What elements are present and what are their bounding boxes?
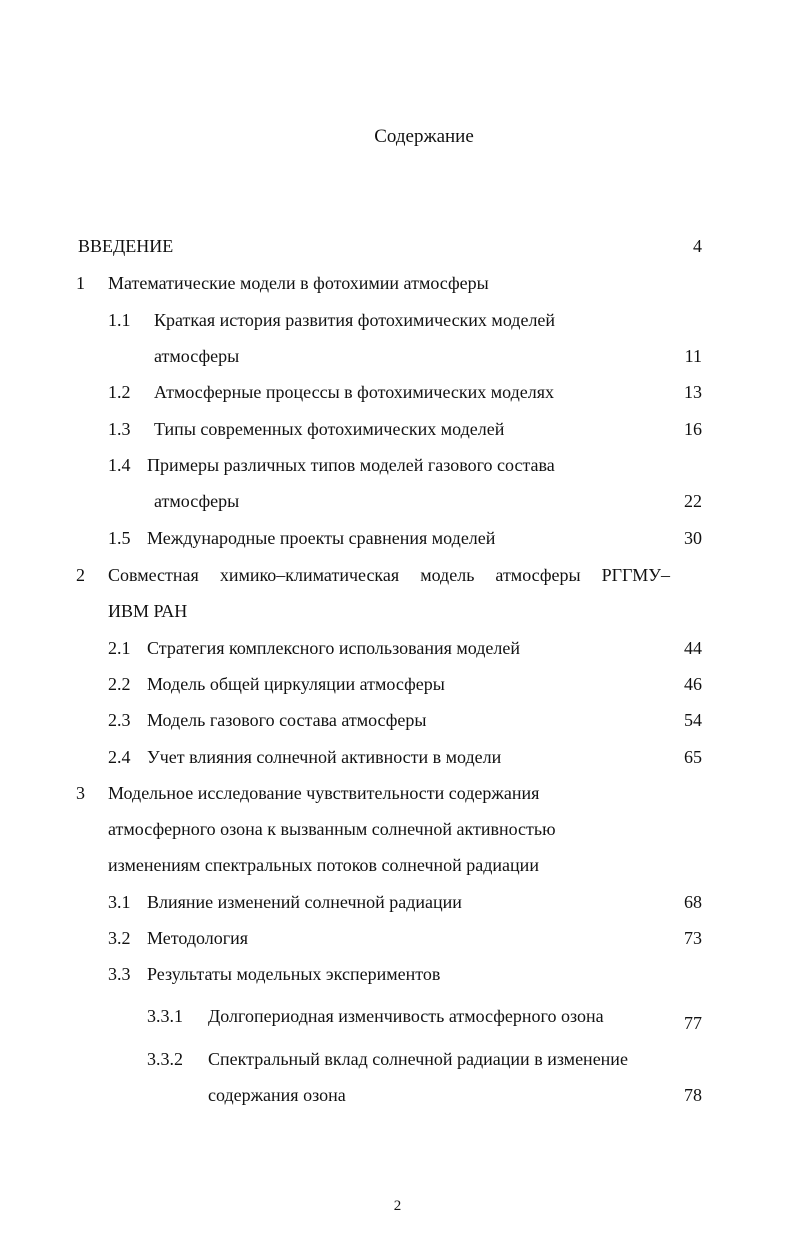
toc-title-continuation: атмосферы xyxy=(154,491,240,511)
toc-number: 2.1 xyxy=(108,638,131,658)
toc-page: 16 xyxy=(684,419,702,439)
toc-page: 77 xyxy=(684,1013,702,1033)
toc-title: Примеры различных типов моделей газового состава xyxy=(147,455,555,475)
toc-number: 1.1 xyxy=(108,310,131,330)
toc-title-continuation: содержания озона xyxy=(208,1085,346,1105)
page-title: Содержание xyxy=(374,126,474,147)
toc-title-word: химико–климатическая xyxy=(219,565,400,585)
toc-number: 2.2 xyxy=(108,674,131,694)
toc-title-word: Совместная xyxy=(108,565,199,585)
toc-number: 3.3.2 xyxy=(147,1049,183,1069)
toc-number: 1.5 xyxy=(108,528,131,548)
toc-title: Атмосферные процессы в фотохимических моделях xyxy=(154,382,555,402)
toc-title: Стратегия комплексного использования моделей xyxy=(147,638,520,658)
toc-number: 3 xyxy=(76,783,85,803)
toc-number: 3.3 xyxy=(108,964,131,984)
toc-title: Методология xyxy=(147,928,249,948)
toc-title: Долгопериодная изменчивость атмосферного озона xyxy=(208,1006,604,1026)
toc-number: 2 xyxy=(76,565,85,585)
toc-number: 1.4 xyxy=(108,455,131,475)
toc-number: 3.3.1 xyxy=(147,1006,183,1026)
toc-number: 1.2 xyxy=(108,382,131,402)
toc-page: 30 xyxy=(684,528,702,548)
toc-page: 68 xyxy=(684,892,702,912)
page-number: 2 xyxy=(393,1198,402,1214)
toc-title: Спектральный вклад солнечной радиации в изменение xyxy=(208,1049,628,1069)
toc-title: Международные проекты сравнения моделей xyxy=(147,528,496,548)
toc-title-word: РГГМУ– xyxy=(601,565,670,585)
toc-number: 1.3 xyxy=(108,419,131,439)
toc-title-word: атмосферы xyxy=(495,565,581,585)
toc-title-word: модель xyxy=(420,565,475,585)
toc-title-continuation: ИВМ РАН xyxy=(108,601,188,621)
toc-title: Учет влияния солнечной активности в модели xyxy=(147,747,502,767)
toc-title-continuation: изменениям спектральных потоков солнечной радиации xyxy=(108,855,539,875)
toc-title: Модельное исследование чувствительности содержания xyxy=(108,783,540,803)
toc-number: 2.4 xyxy=(108,747,131,767)
toc-title: Краткая история развития фотохимических моделей xyxy=(154,310,556,330)
toc-number: 2.3 xyxy=(108,710,131,730)
toc-title: Модель газового состава атмосферы xyxy=(147,710,427,730)
toc-title: Результаты модельных экспериментов xyxy=(147,964,441,984)
toc-page: 54 xyxy=(684,710,702,730)
toc-page: 11 xyxy=(684,346,702,366)
toc-number: 3.1 xyxy=(108,892,131,912)
toc-page: 44 xyxy=(684,638,702,658)
toc-page: 65 xyxy=(684,747,702,767)
toc-title: Математические модели в фотохимии атмосферы xyxy=(108,273,489,293)
toc-page: 13 xyxy=(684,382,702,402)
toc-title-continuation: атмосферного озона к вызванным солнечной активностью xyxy=(108,819,556,839)
toc-page: 73 xyxy=(684,928,702,948)
toc-number: 1 xyxy=(76,273,85,293)
toc-page: 78 xyxy=(684,1085,702,1105)
toc-title xyxy=(108,563,670,587)
toc-title: ВВЕДЕНИЕ xyxy=(78,236,174,256)
toc-title: Модель общей циркуляции атмосферы xyxy=(147,674,445,694)
toc-page: 46 xyxy=(684,674,702,694)
toc-number: 3.2 xyxy=(108,928,131,948)
toc-page: 22 xyxy=(684,491,702,511)
toc-page: 4 xyxy=(693,236,702,256)
toc-title: Влияние изменений солнечной радиации xyxy=(147,892,462,912)
toc-title: Типы современных фотохимических моделей xyxy=(154,419,505,439)
toc-title-continuation: атмосферы xyxy=(154,346,240,366)
